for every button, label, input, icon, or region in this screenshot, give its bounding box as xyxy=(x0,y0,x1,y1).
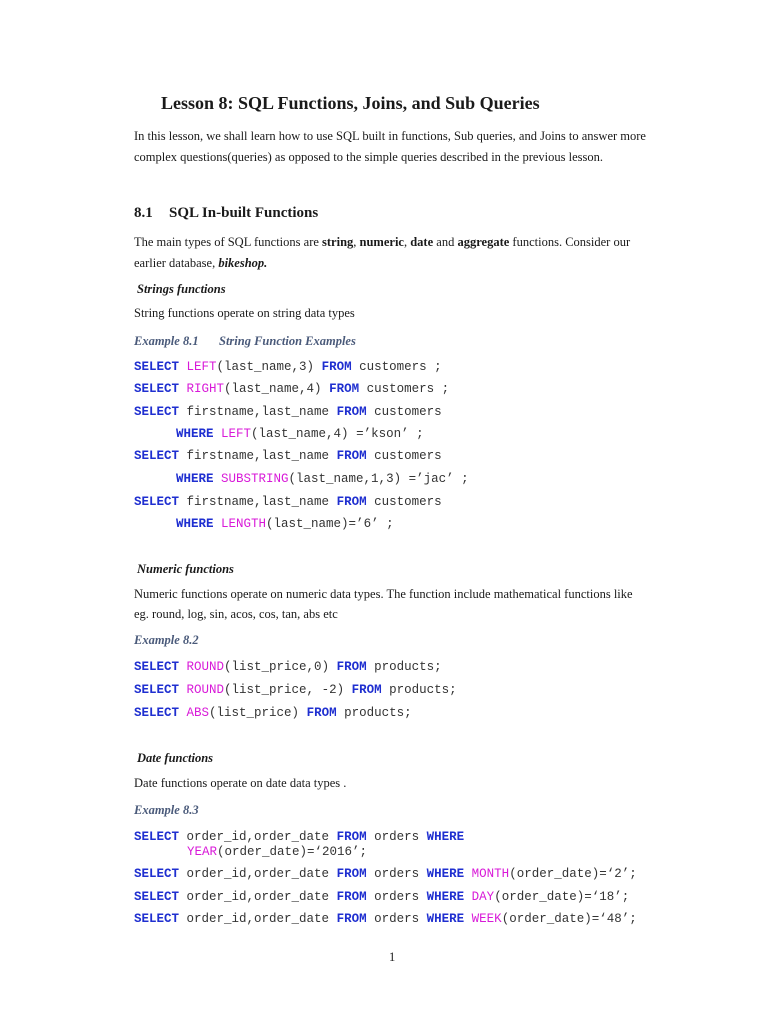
code-line: WHERE LEFT(last_name,4) =’kson’ ; xyxy=(176,427,424,441)
section-number: 8.1 xyxy=(134,205,153,221)
example-8-1-title: String Function Examples xyxy=(219,334,356,348)
page-title: Lesson 8: SQL Functions, Joins, and Sub Queries xyxy=(161,93,540,113)
date-description: Date functions operate on date data types . xyxy=(134,776,347,790)
code-line: SELECT order_id,order_date FROM orders WHERE WEEK(order_date)=‘48’; xyxy=(134,912,637,926)
code-line: SELECT RIGHT(last_name,4) FROM customers ; xyxy=(134,382,450,396)
code-line: SELECT ROUND(list_price,0) FROM products; xyxy=(134,660,442,674)
numeric-description-line-2: eg. round, log, sin, acos, cos, tan, abs etc xyxy=(134,607,338,621)
numeric-heading: Numeric functions xyxy=(137,562,234,576)
intro-line-1: In this lesson, we shall learn how to use SQL built in functions, Sub queries, and Joins to answer more xyxy=(134,129,646,143)
code-line: SELECT order_id,order_date FROM orders WHERE DAY(order_date)=‘18’; xyxy=(134,890,630,904)
code-line: SELECT LEFT(last_name,3) FROM customers ; xyxy=(134,360,442,374)
date-heading: Date functions xyxy=(137,751,214,765)
numeric-description-line-1: Numeric functions operate on numeric data types. The function include mathematical functions like xyxy=(134,587,633,601)
code-line: SELECT order_id,order_date FROM orders WHERE xyxy=(134,830,465,844)
code-line: SELECT firstname,last_name FROM customers xyxy=(134,449,442,463)
strings-heading: Strings functions xyxy=(137,282,226,296)
strings-description: String functions operate on string data types xyxy=(134,306,355,320)
code-line: SELECT ROUND(list_price, -2) FROM products; xyxy=(134,683,457,697)
code-line: SELECT firstname,last_name FROM customers xyxy=(134,495,442,509)
code-line: WHERE SUBSTRING(last_name,1,3) =’jac’ ; xyxy=(176,472,469,486)
code-line: SELECT order_id,order_date FROM orders WHERE MONTH(order_date)=‘2’; xyxy=(134,867,637,881)
example-8-3-number: Example 8.3 xyxy=(134,803,199,817)
code-line: SELECT ABS(list_price) FROM products; xyxy=(134,706,412,720)
types-paragraph-line-2: earlier database, bikeshop. xyxy=(134,256,268,270)
section-title: SQL In-built Functions xyxy=(169,205,319,221)
page-number: 1 xyxy=(389,950,396,964)
code-line: WHERE LENGTH(last_name)=’6’ ; xyxy=(176,517,394,531)
code-line: SELECT firstname,last_name FROM customers xyxy=(134,405,442,419)
example-8-1-number: Example 8.1 xyxy=(134,334,199,348)
types-paragraph-line-1: The main types of SQL functions are string, numeric, date and aggregate functions. Consider our xyxy=(134,235,631,249)
intro-line-2: complex questions(queries) as opposed to the simple queries described in the previous lesson. xyxy=(134,150,603,164)
code-line: YEAR(order_date)=‘2016’; xyxy=(187,845,368,859)
example-8-2-number: Example 8.2 xyxy=(134,633,199,647)
